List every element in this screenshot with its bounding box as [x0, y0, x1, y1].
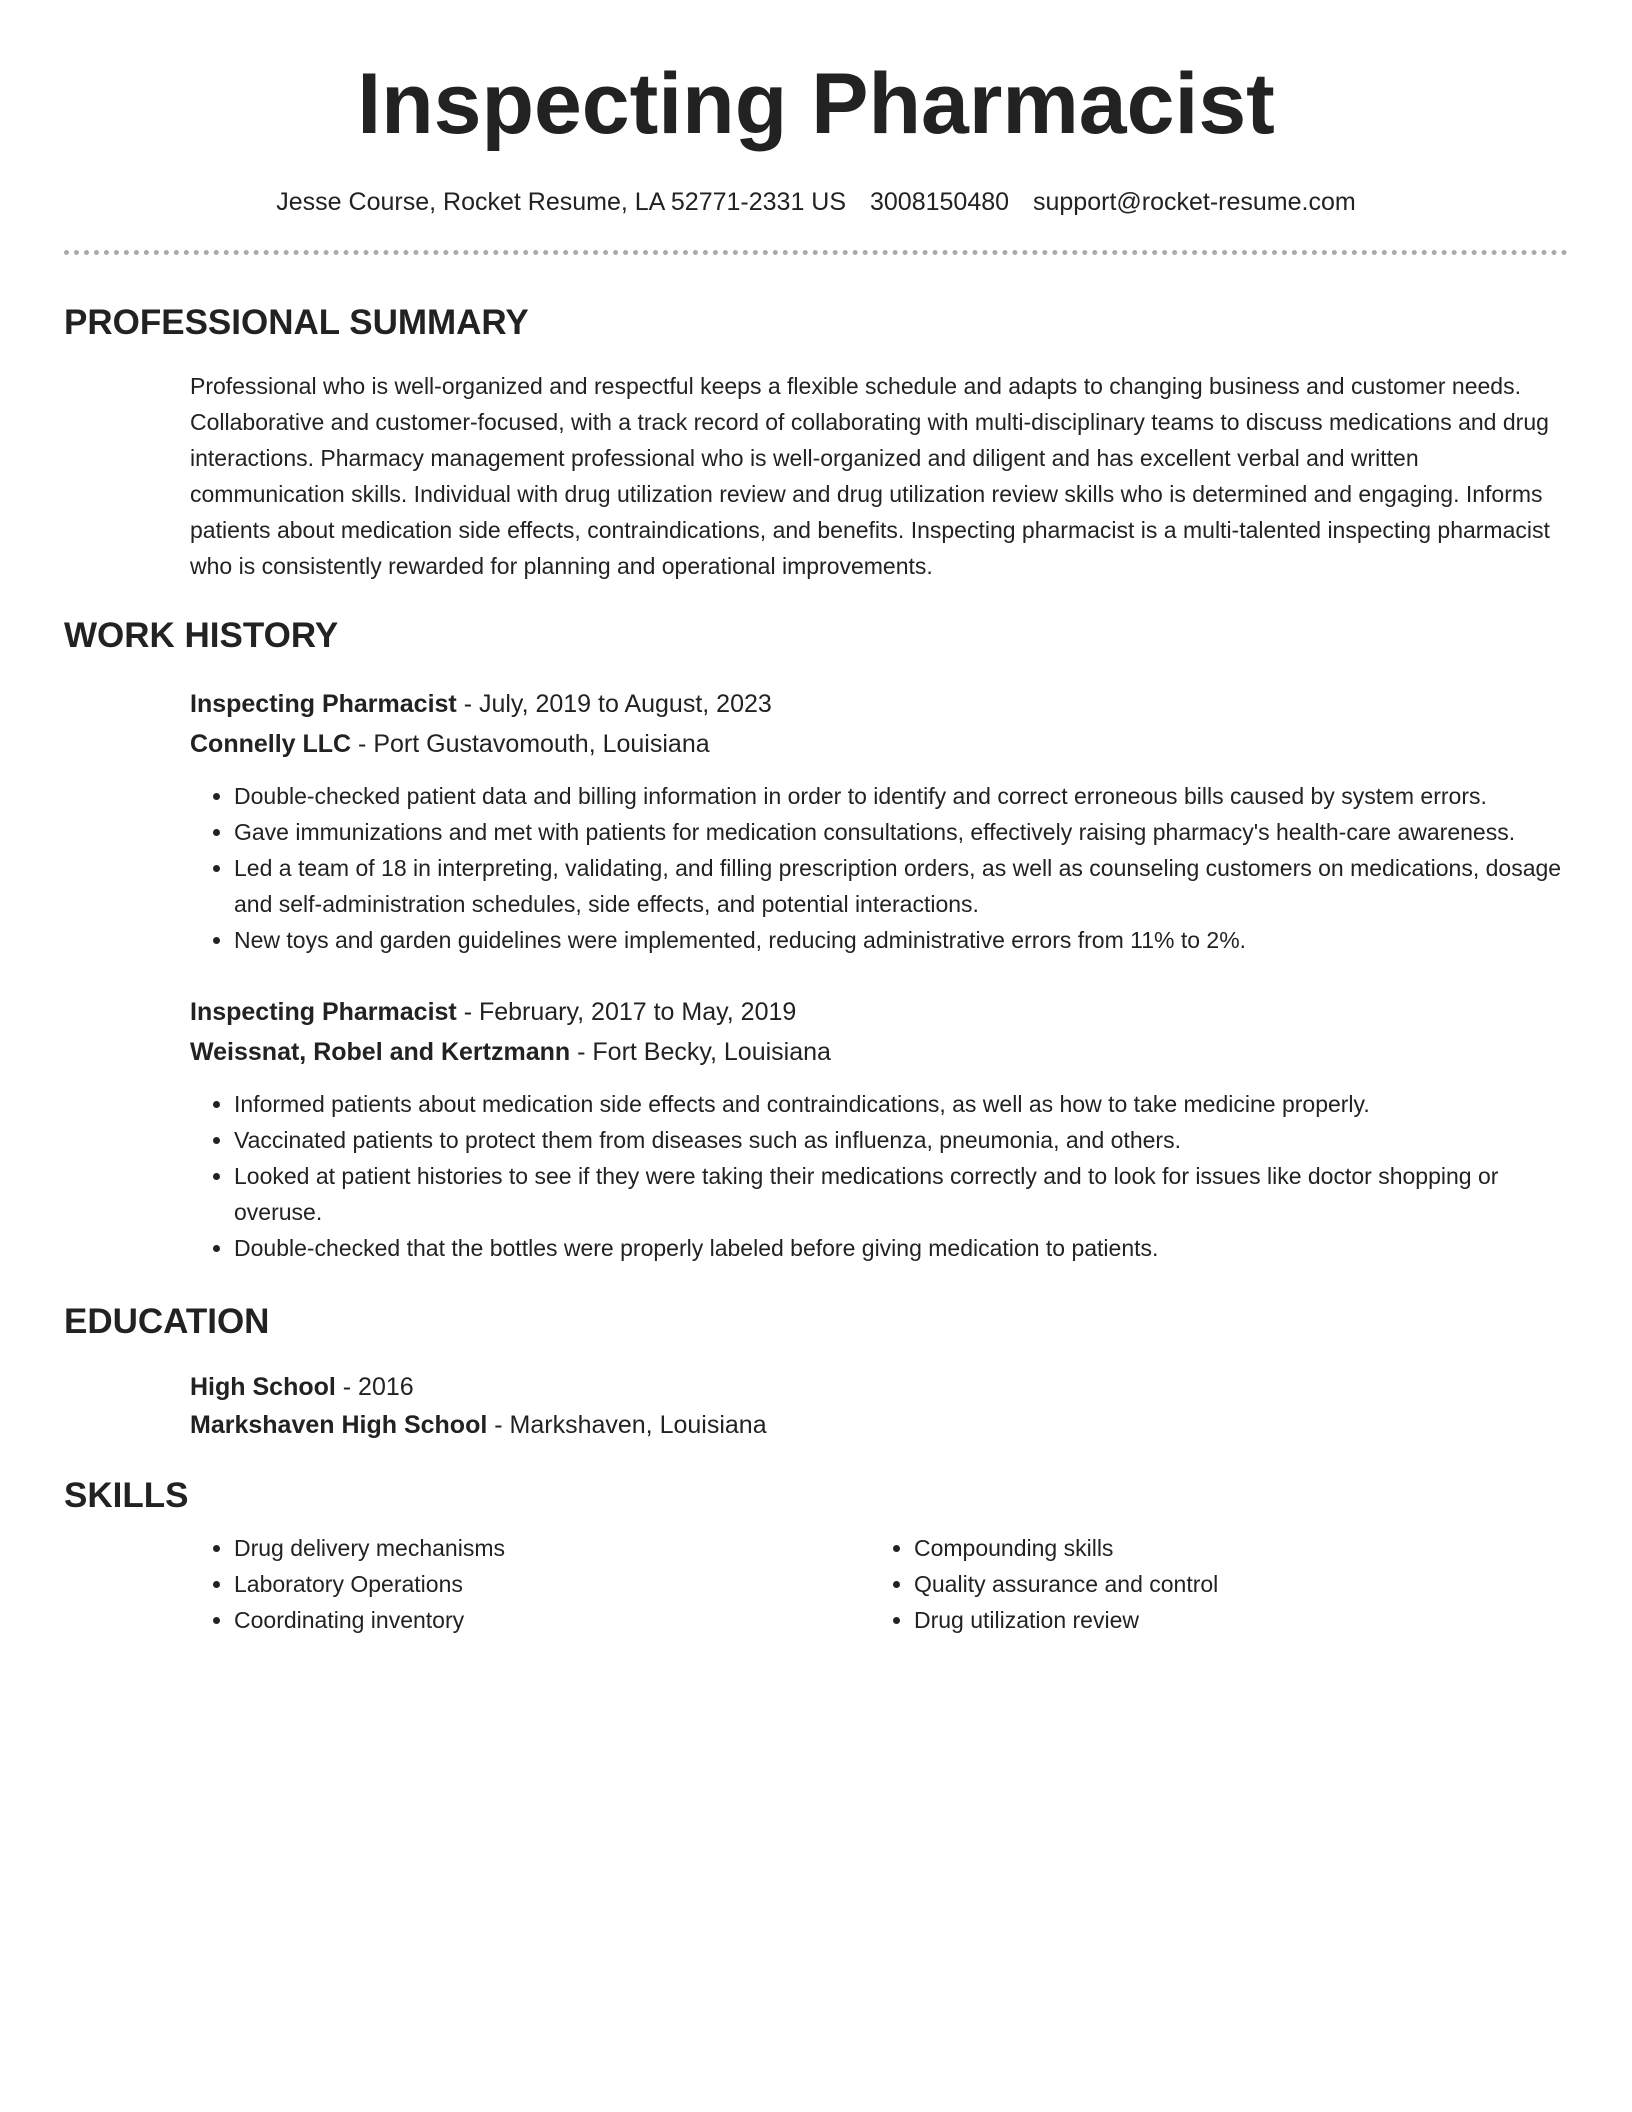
skill-item: • Laboratory Operations — [234, 1566, 870, 1602]
job-dates: - February, 2017 to May, 2019 — [456, 998, 797, 1026]
job-company-line — [190, 724, 1568, 764]
header-divider — [64, 250, 1568, 255]
skill-item: • Compounding skills — [914, 1530, 1550, 1566]
list-item: • Led a team of 18 in interpreting, validating, and filling prescription orders, as well as counseling customers on medications, dosage and self-administration schedules, side effects, and potential interactions. — [234, 850, 1568, 922]
job-company: Weissnat, Robel and Kertzmann — [190, 1038, 571, 1066]
job-entry — [190, 992, 1568, 1266]
section-title-work-history: WORK HISTORY — [64, 616, 339, 655]
education-year: - 2016 — [335, 1373, 414, 1401]
skill-item: • Coordinating inventory — [234, 1602, 870, 1638]
summary-text: Professional who is well-organized and respectful keeps a flexible schedule and adapts to changing business and customer needs. Collaborative and customer-focused, with a track record of collaborating with multi-disciplinary teams to discuss medications and drug interactions. Pharmacy management professional who is well-organized and diligent and has excellent verbal and written communication skills. Individual with drug utilization review and drug utilization review skills who is determined and engaging. Informs patients about medication side effects, contraindications, and benefits. Inspecting pharmacist is a multi-talented inspecting pharmacist who is consistently rewarded for planning and operational improvements. — [190, 373, 1550, 579]
skill-item: • Drug utilization review — [914, 1602, 1550, 1638]
list-item: • Informed patients about medication side effects and contraindications, as well as how to take medicine properly. — [234, 1086, 1568, 1122]
contact-address: Jesse Course, Rocket Resume, LA 52771-2331 US — [276, 188, 847, 216]
list-item: • Gave immunizations and met with patients for medication consultations, effectively raising pharmacy's health-care awareness. — [234, 814, 1568, 850]
list-item: • Double-checked that the bottles were properly labeled before giving medication to patients. — [234, 1230, 1568, 1266]
list-item: • Vaccinated patients to protect them from diseases such as influenza, pneumonia, and others. — [234, 1122, 1568, 1158]
job-entry — [190, 684, 1568, 958]
job-company-line — [190, 1032, 1568, 1072]
contact-phone: 3008150480 — [870, 188, 1010, 216]
education-school-line — [190, 1406, 1568, 1444]
resume-name: Inspecting Pharmacist — [357, 56, 1275, 152]
resume-header — [64, 0, 1568, 218]
job-title-line — [190, 992, 1568, 1032]
job-role: Inspecting Pharmacist — [190, 690, 457, 718]
job-location: - Fort Becky, Louisiana — [570, 1038, 831, 1066]
job-title-line — [190, 684, 1568, 724]
job-location: - Port Gustavomouth, Louisiana — [351, 730, 710, 758]
summary-section — [190, 368, 1568, 584]
list-item: • New toys and garden guidelines were implemented, reducing administrative errors from 11% to 2%. — [234, 922, 1568, 958]
contact-line — [64, 186, 1568, 218]
job-dates: - July, 2019 to August, 2023 — [456, 690, 772, 718]
list-item: • Looked at patient histories to see if they were taking their medications correctly and to look for issues like doctor shopping or overuse. — [234, 1158, 1568, 1230]
skills-section — [190, 1530, 1568, 1638]
section-title-summary: PROFESSIONAL SUMMARY — [64, 303, 529, 342]
education-degree: High School — [190, 1373, 336, 1401]
job-role: Inspecting Pharmacist — [190, 998, 457, 1026]
skill-item: • Quality assurance and control — [914, 1566, 1550, 1602]
job-bullets — [190, 1086, 1568, 1266]
skills-column-left — [190, 1530, 870, 1638]
work-history-section — [190, 684, 1568, 1266]
education-degree-line — [190, 1368, 1568, 1406]
education-location: - Markshaven, Louisiana — [487, 1411, 767, 1439]
education-school: Markshaven High School — [190, 1411, 488, 1439]
skill-item: • Drug delivery mechanisms — [234, 1530, 870, 1566]
job-bullets — [190, 778, 1568, 958]
contact-email: support@rocket-resume.com — [1033, 188, 1356, 216]
skills-column-right — [870, 1530, 1550, 1638]
list-item: • Double-checked patient data and billing information in order to identify and correct erroneous bills caused by system errors. — [234, 778, 1568, 814]
education-section — [190, 1368, 1568, 1444]
section-title-skills: SKILLS — [64, 1476, 189, 1515]
section-title-education: EDUCATION — [64, 1302, 270, 1341]
job-company: Connelly LLC — [190, 730, 352, 758]
